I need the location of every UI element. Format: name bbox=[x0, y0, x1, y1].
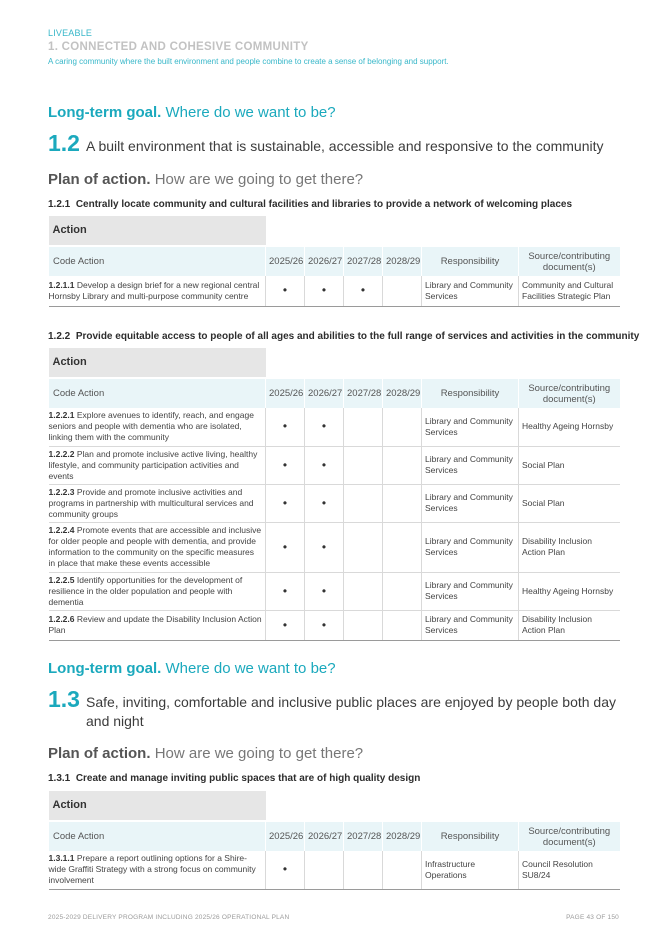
category-title: 1. CONNECTED AND COHESIVE COMMUNITY bbox=[48, 41, 309, 53]
strategy-title: Centrally locate community and cultural facilities and libraries to provide a network of welcoming places bbox=[75, 199, 573, 210]
objective-text: Safe, inviting, comfortable and inclusive public places are enjoyed by people both day and night bbox=[86, 694, 616, 729]
action-cell bbox=[49, 408, 266, 446]
goal-prefix: Long-term goal. bbox=[48, 660, 162, 677]
year-4-marker bbox=[383, 572, 422, 610]
col-year-3: 2027/28 bbox=[344, 821, 383, 851]
action-cell bbox=[49, 522, 266, 572]
col-year-2: 2026/27 bbox=[305, 246, 344, 276]
year-2-marker: • bbox=[305, 446, 344, 484]
responsibility-cell: Infrastructure Operations bbox=[422, 851, 519, 889]
plan-of-action-heading bbox=[48, 171, 363, 188]
plan-prefix: Plan of action. bbox=[48, 745, 151, 762]
table-caption: Action bbox=[49, 348, 266, 378]
year-1-marker: • bbox=[266, 572, 305, 610]
col-year-3: 2027/28 bbox=[344, 378, 383, 408]
year-4-marker bbox=[383, 522, 422, 572]
col-year-1: 2025/26 bbox=[266, 246, 305, 276]
year-2-marker: • bbox=[305, 276, 344, 306]
strategy-heading-1-2-2 bbox=[48, 331, 639, 342]
action-text: Plan and promote inclusive active living, healthy lifestyle, and community participation activities and events bbox=[48, 448, 258, 481]
table-header-row bbox=[49, 821, 620, 851]
year-4-marker bbox=[383, 610, 422, 640]
table-row bbox=[49, 484, 620, 522]
col-code-action: Code Action bbox=[49, 821, 266, 851]
action-table-1-3-1 bbox=[48, 791, 620, 890]
action-code: 1.2.2.3 bbox=[48, 486, 75, 497]
year-4-marker bbox=[383, 276, 422, 306]
table-row bbox=[49, 446, 620, 484]
strategy-title: Provide equitable access to people of all ages and abilities to the full range of services and activities in the community bbox=[75, 331, 640, 342]
action-cell bbox=[49, 610, 266, 640]
action-code: 1.2.1.1 bbox=[48, 279, 75, 290]
goal-prefix: Long-term goal. bbox=[48, 104, 162, 121]
year-1-marker: • bbox=[266, 522, 305, 572]
col-year-2: 2026/27 bbox=[305, 378, 344, 408]
year-1-marker: • bbox=[266, 446, 305, 484]
year-1-marker: • bbox=[266, 851, 305, 889]
action-code: 1.2.2.1 bbox=[48, 410, 75, 421]
col-year-1: 2025/26 bbox=[266, 821, 305, 851]
action-table-1-2-1 bbox=[48, 216, 620, 307]
plan-question: How are we going to get there? bbox=[154, 745, 364, 762]
action-text: Provide and promote inclusive activities and programs in partnership with multicultural services and community groups bbox=[48, 486, 254, 519]
goal-question: Where do we want to be? bbox=[165, 660, 336, 677]
action-text: Promote events that are accessible and inclusive for older people and people with dementia, and provide information to the community on the specific measures in place that make these events accessible bbox=[48, 525, 262, 568]
year-2-marker: • bbox=[305, 484, 344, 522]
source-cell: Healthy Ageing Hornsby bbox=[519, 572, 620, 610]
long-term-goal-heading bbox=[48, 660, 336, 677]
col-responsibility: Responsibility bbox=[422, 821, 519, 851]
col-year-1: 2025/26 bbox=[266, 378, 305, 408]
year-2-marker bbox=[305, 851, 344, 889]
objective-text: A built environment that is sustainable, accessible and responsive to the community bbox=[86, 138, 604, 154]
col-source: Source/contributing document(s) bbox=[519, 378, 620, 408]
year-3-marker bbox=[344, 522, 383, 572]
strategy-code: 1.2.2 bbox=[48, 331, 71, 342]
year-2-marker: • bbox=[305, 610, 344, 640]
table-header-row bbox=[49, 378, 620, 408]
goal-question: Where do we want to be? bbox=[165, 104, 336, 121]
year-3-marker bbox=[344, 572, 383, 610]
action-text: Prepare a report outlining options for a Shire-wide Graffiti Strategy with a strong focus on community involvement bbox=[48, 853, 256, 886]
plan-prefix: Plan of action. bbox=[48, 171, 151, 188]
table-row bbox=[49, 408, 620, 446]
year-3-marker bbox=[344, 408, 383, 446]
source-cell: Social Plan bbox=[519, 446, 620, 484]
year-2-marker: • bbox=[305, 522, 344, 572]
action-code: 1.2.2.6 bbox=[48, 614, 75, 624]
objective-1-3 bbox=[48, 686, 618, 730]
action-code: 1.2.2.2 bbox=[48, 448, 75, 459]
responsibility-cell: Library and Community Services bbox=[422, 572, 519, 610]
year-4-marker bbox=[383, 408, 422, 446]
year-3-marker bbox=[344, 610, 383, 640]
action-code: 1.3.1.1 bbox=[48, 853, 75, 864]
action-cell bbox=[49, 484, 266, 522]
plan-question: How are we going to get there? bbox=[154, 171, 364, 188]
year-2-marker: • bbox=[305, 408, 344, 446]
source-cell: Council Resolution SU8/24 bbox=[519, 851, 620, 889]
action-cell bbox=[49, 851, 266, 889]
footer-document-title: 2025-2029 DELIVERY PROGRAM INCLUDING 2025/26 OPERATIONAL PLAN bbox=[48, 914, 290, 921]
year-1-marker: • bbox=[266, 484, 305, 522]
year-4-marker bbox=[383, 851, 422, 889]
plan-of-action-heading bbox=[48, 745, 363, 762]
action-text: Develop a design brief for a new regional central Hornsby Library and multi-purpose community centre bbox=[48, 279, 260, 301]
responsibility-cell: Library and Community Services bbox=[422, 446, 519, 484]
table-caption: Action bbox=[49, 216, 266, 246]
source-cell: Disability Inclusion Action Plan bbox=[519, 610, 620, 640]
year-3-marker: • bbox=[344, 276, 383, 306]
strategy-heading-1-2-1 bbox=[48, 199, 572, 210]
col-responsibility: Responsibility bbox=[422, 378, 519, 408]
action-code: 1.2.2.5 bbox=[48, 574, 75, 585]
col-code-action: Code Action bbox=[49, 378, 266, 408]
table-row bbox=[49, 572, 620, 610]
objective-number: 1.3 bbox=[48, 686, 80, 712]
source-cell: Social Plan bbox=[519, 484, 620, 522]
year-1-marker: • bbox=[266, 276, 305, 306]
table-row bbox=[49, 610, 620, 640]
table-row bbox=[49, 276, 620, 306]
responsibility-cell: Library and Community Services bbox=[422, 408, 519, 446]
table-row bbox=[49, 522, 620, 572]
table-caption: Action bbox=[49, 791, 266, 821]
year-3-marker bbox=[344, 446, 383, 484]
col-year-4: 2028/29 bbox=[383, 821, 422, 851]
year-1-marker: • bbox=[266, 610, 305, 640]
year-1-marker: • bbox=[266, 408, 305, 446]
action-text: Explore avenues to identify, reach, and engage seniors and people with dementia who are isolated, linking them with the community bbox=[48, 410, 254, 443]
col-responsibility: Responsibility bbox=[422, 246, 519, 276]
col-year-4: 2028/29 bbox=[383, 246, 422, 276]
year-4-marker bbox=[383, 446, 422, 484]
year-2-marker: • bbox=[305, 572, 344, 610]
year-3-marker bbox=[344, 484, 383, 522]
footer-page-number: PAGE 43 OF 150 bbox=[566, 914, 619, 921]
col-year-3: 2027/28 bbox=[344, 246, 383, 276]
objective-number: 1.2 bbox=[48, 130, 80, 156]
year-4-marker bbox=[383, 484, 422, 522]
action-text: Review and update the Disability Inclusion Action Plan bbox=[48, 614, 262, 635]
objective-1-2 bbox=[48, 130, 618, 160]
year-3-marker bbox=[344, 851, 383, 889]
source-cell: Healthy Ageing Hornsby bbox=[519, 408, 620, 446]
strategy-code: 1.2.1 bbox=[48, 199, 71, 210]
responsibility-cell: Library and Community Services bbox=[422, 610, 519, 640]
responsibility-cell: Library and Community Services bbox=[422, 484, 519, 522]
strategy-title: Create and manage inviting public spaces that are of high quality design bbox=[75, 773, 421, 784]
category-tagline: A caring community where the built environment and people combine to create a sense of belonging and support. bbox=[48, 57, 449, 66]
col-year-2: 2026/27 bbox=[305, 821, 344, 851]
action-cell bbox=[49, 572, 266, 610]
table-row bbox=[49, 851, 620, 889]
source-cell: Disability Inclusion Action Plan bbox=[519, 522, 620, 572]
col-source: Source/contributing document(s) bbox=[519, 821, 620, 851]
source-cell: Community and Cultural Facilities Strategic Plan bbox=[519, 276, 620, 306]
page-header bbox=[48, 28, 449, 66]
responsibility-cell: Library and Community Services bbox=[422, 522, 519, 572]
section-label: LIVEABLE bbox=[48, 28, 93, 38]
col-year-4: 2028/29 bbox=[383, 378, 422, 408]
action-table-1-2-2 bbox=[48, 348, 620, 641]
strategy-code: 1.3.1 bbox=[48, 773, 71, 784]
responsibility-cell: Library and Community Services bbox=[422, 276, 519, 306]
action-cell bbox=[49, 446, 266, 484]
table-header-row bbox=[49, 246, 620, 276]
col-source: Source/contributing document(s) bbox=[519, 246, 620, 276]
long-term-goal-heading bbox=[48, 104, 336, 121]
action-text: Identify opportunities for the development of resilience in the older population and people with dementia bbox=[48, 574, 243, 607]
action-cell bbox=[49, 276, 266, 306]
col-code-action: Code Action bbox=[49, 246, 266, 276]
action-code: 1.2.2.4 bbox=[48, 525, 75, 535]
strategy-heading-1-3-1 bbox=[48, 773, 420, 784]
